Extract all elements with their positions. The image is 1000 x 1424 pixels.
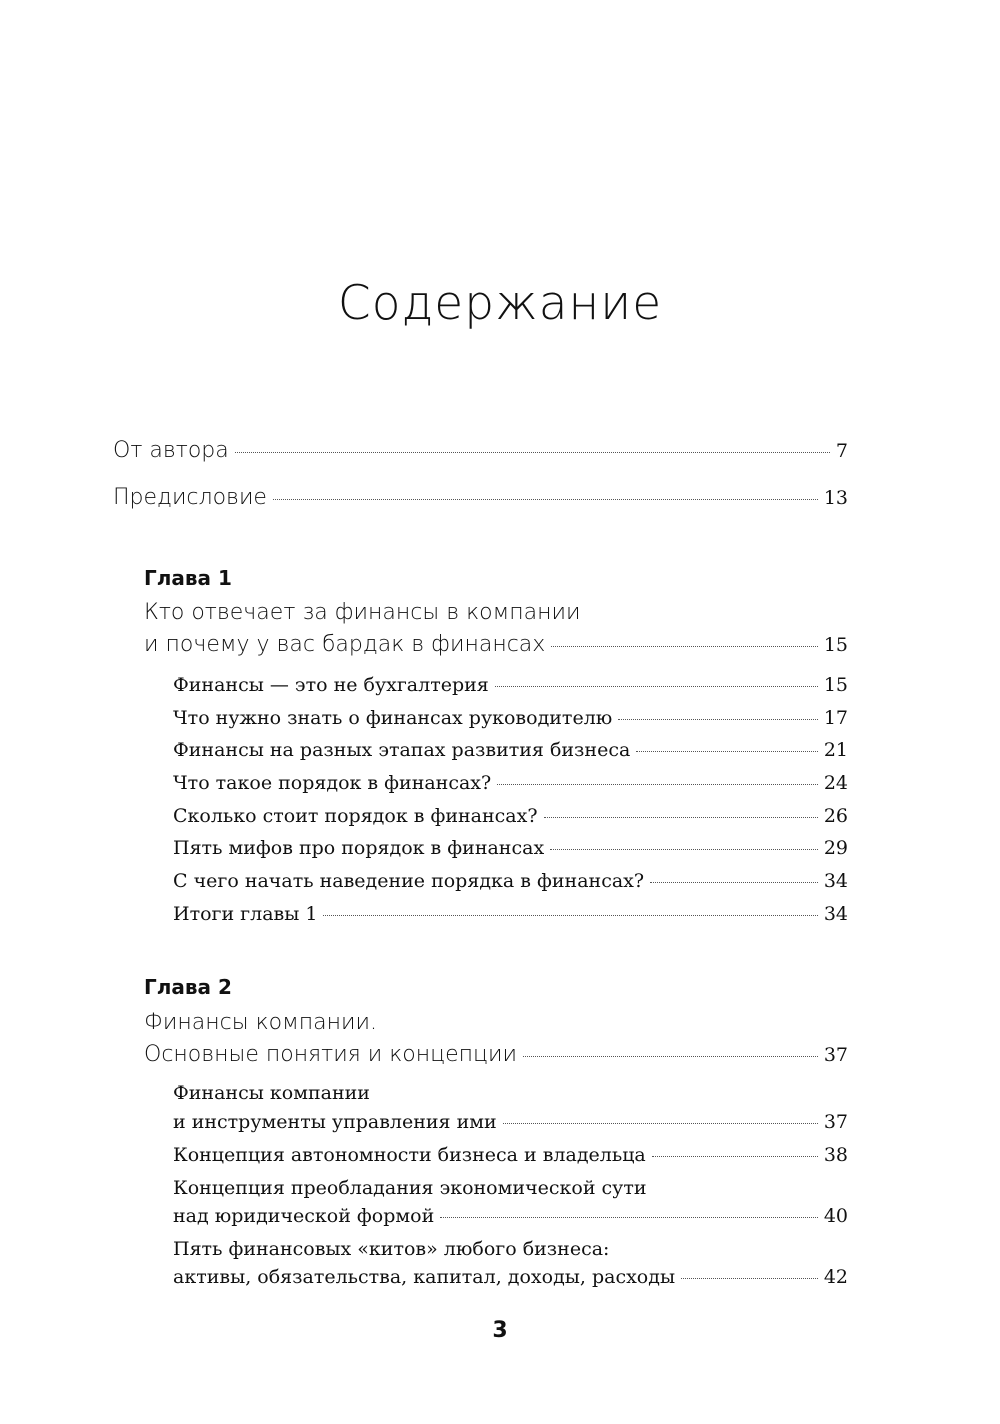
toc-entry-page: 17 <box>823 707 848 729</box>
toc-section-entry[interactable] <box>173 903 848 925</box>
leader-dots <box>503 1123 818 1124</box>
toc-entry-page: 21 <box>823 739 848 761</box>
leader-dots <box>273 499 818 500</box>
toc-entry-page: 34 <box>823 903 848 925</box>
toc-section-line[interactable]: Пять финансовых «китов» любого бизнеса: <box>173 1238 610 1260</box>
toc-entry-label: и почему у вас бардак в финансах <box>144 632 546 657</box>
toc-entry-label: От автора <box>113 438 229 463</box>
toc-section-line[interactable]: Концепция преобладания экономической сути <box>173 1177 647 1199</box>
leader-dots <box>618 719 818 720</box>
leader-dots <box>440 1217 818 1218</box>
toc-entry-label: и инструменты управления ими <box>173 1111 497 1133</box>
leader-dots <box>497 784 818 785</box>
leader-dots <box>652 1156 818 1157</box>
toc-entry-page: 26 <box>823 805 848 827</box>
leader-dots <box>544 817 818 818</box>
toc-entry-label: Предисловие <box>113 485 267 510</box>
toc-entry-preface[interactable] <box>113 485 848 510</box>
toc-entry-page: 29 <box>823 837 848 859</box>
toc-section-entry[interactable] <box>173 772 848 794</box>
toc-entry-label: Концепция автономности бизнеса и владельца <box>173 1144 646 1166</box>
toc-entry-label: Финансы на разных этапах развития бизнеса <box>173 739 631 761</box>
toc-entry-label: Что нужно знать о финансах руководителю <box>173 707 613 729</box>
leader-dots <box>323 915 817 916</box>
leader-dots <box>235 452 830 453</box>
toc-section-entry[interactable] <box>173 1205 848 1227</box>
toc-entry-label: С чего начать наведение порядка в финансах? <box>173 870 645 892</box>
toc-entry-label: Основные понятия и концепции <box>144 1042 517 1067</box>
page-number: 3 <box>492 1318 508 1343</box>
chapter-2-heading: Глава 2 <box>144 975 232 999</box>
toc-entry-label: над юридической формой <box>173 1205 435 1227</box>
toc-section-entry[interactable] <box>173 805 848 827</box>
toc-section-entry[interactable] <box>173 1144 848 1166</box>
leader-dots <box>523 1056 818 1057</box>
chapter-1-title-entry[interactable] <box>144 632 848 657</box>
toc-section-entry[interactable] <box>173 1266 848 1288</box>
leader-dots <box>550 849 818 850</box>
toc-section-entry[interactable] <box>173 739 848 761</box>
toc-entry-page: 15 <box>823 674 848 696</box>
leader-dots <box>551 646 818 647</box>
toc-entry-label: Итоги главы 1 <box>173 903 318 925</box>
toc-entry-page: 40 <box>823 1205 848 1227</box>
leader-dots <box>650 882 818 883</box>
toc-entry-label: Финансы — это не бухгалтерия <box>173 674 489 696</box>
toc-entry-label: Что такое порядок в финансах? <box>173 772 492 794</box>
page-title: Содержание <box>337 276 663 331</box>
toc-section-entry[interactable] <box>173 1111 848 1133</box>
toc-section-entry[interactable] <box>173 870 848 892</box>
toc-entry-page: 42 <box>823 1266 848 1288</box>
toc-entry-page: 24 <box>823 772 848 794</box>
toc-entry-page: 15 <box>823 634 848 656</box>
leader-dots <box>681 1278 818 1279</box>
chapter-1-heading: Глава 1 <box>144 566 232 590</box>
toc-entry-label: Пять мифов про порядок в финансах <box>173 837 545 859</box>
toc-entry-page: 37 <box>823 1044 848 1066</box>
toc-section-entry[interactable] <box>173 674 848 696</box>
toc-entry-author[interactable] <box>113 438 848 463</box>
toc-entry-label: активы, обязательства, капитал, доходы, расходы <box>173 1266 676 1288</box>
leader-dots <box>636 751 818 752</box>
toc-section-line[interactable]: Финансы компании <box>173 1082 370 1104</box>
chapter-2-title-entry[interactable] <box>144 1042 848 1067</box>
toc-entry-page: 13 <box>823 487 848 509</box>
toc-entry-page: 37 <box>823 1111 848 1133</box>
chapter-1-title-line-1[interactable]: Кто отвечает за финансы в компании <box>144 600 581 625</box>
toc-section-entry[interactable] <box>173 707 848 729</box>
toc-entry-page: 7 <box>835 440 848 462</box>
toc-section-entry[interactable] <box>173 837 848 859</box>
leader-dots <box>495 686 818 687</box>
chapter-2-title-line-1[interactable]: Финансы компании. <box>144 1010 377 1035</box>
toc-entry-page: 34 <box>823 870 848 892</box>
toc-entry-label: Сколько стоит порядок в финансах? <box>173 805 538 827</box>
toc-entry-page: 38 <box>823 1144 848 1166</box>
